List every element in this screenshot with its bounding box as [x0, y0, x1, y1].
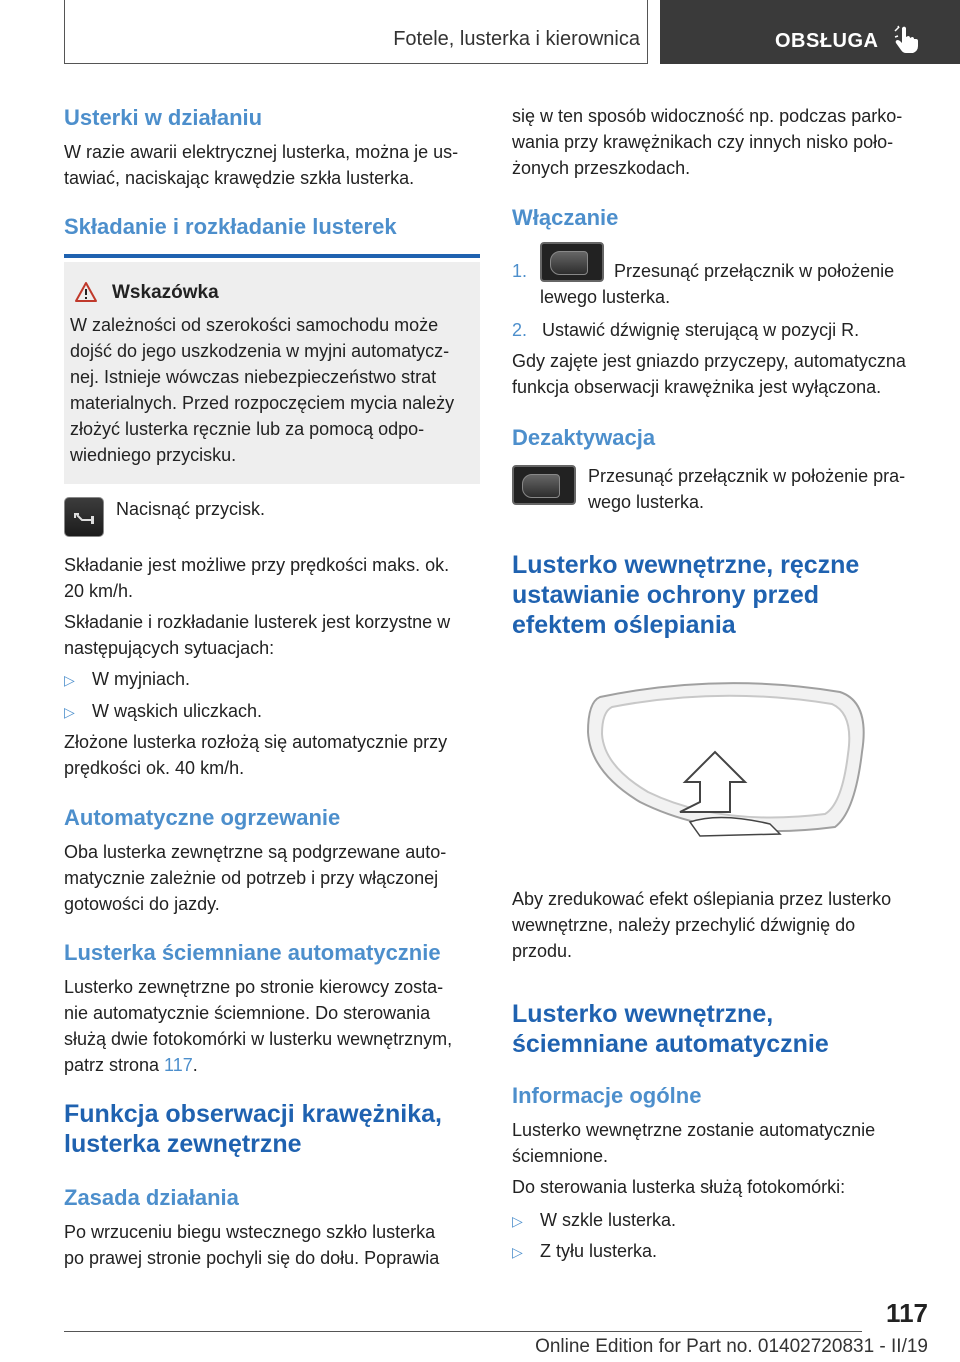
heating-text-1: Oba lusterka zewnętrzne są podgrzewane auto-	[64, 842, 447, 862]
list-item: ▷ Z tyłu lusterka.	[512, 1238, 928, 1265]
dimming-text-2: nie automatycznie ściemnione. Do sterowania	[64, 1003, 431, 1023]
dimming-text-4: patrz strona 117.	[64, 1055, 198, 1075]
warning-triangle-icon	[74, 281, 98, 303]
speed-text-2: 20 km/h.	[64, 581, 134, 601]
heading-auto-dimming-1: Lusterko wewnętrzne,	[512, 1000, 774, 1028]
heading-usterki: Usterki w działaniu	[64, 105, 263, 130]
heating-text-3: gotowości do jazdy.	[64, 894, 220, 914]
general-text-1: Lusterko wewnętrzne zostanie automatycznie	[512, 1120, 876, 1140]
warning-line: złożyć lusterka ręcznie lub za pomocą odpo-	[70, 419, 425, 439]
principle-text-2: po prawej stronie pochyli się do dołu. Poprawia	[64, 1248, 440, 1268]
page-number: 117	[886, 1298, 928, 1328]
dimming-text-1: Lusterko zewnętrzne po stronie kierowcy zosta-	[64, 977, 444, 997]
press-button-text: Nacisnąć przycisk.	[116, 499, 266, 519]
section-title: OBSŁUGA	[775, 30, 879, 52]
heading-curb-1: Funkcja obserwacji krawężnika,	[64, 1100, 442, 1128]
deactivation-text-1: Przesunąć przełącznik w położenie pra-	[588, 466, 906, 486]
trailer-text-2: funkcja obserwacji krawężnika jest wyłączona.	[512, 377, 882, 397]
dimming-text-3: służą dwie fotokomórki w lusterku wewnętrznym,	[64, 1029, 453, 1049]
useful-text-2: następujących sytuacjach:	[64, 638, 275, 658]
unfold-text-1: Złożone lusterka rozłożą się automatycznie przy	[64, 732, 448, 752]
heading-dimming: Lusterka ściemniane automatycznie	[64, 940, 441, 965]
footer-rule	[64, 1331, 862, 1332]
heading-skladanie: Składanie i rozkładanie lusterek	[64, 214, 397, 239]
step2: 2. Ustawić dźwignię sterującą w pozycji R.	[512, 320, 860, 340]
step1-text-a: Przesunąć przełącznik w położenie	[614, 261, 895, 281]
reduce-text-1: Aby zredukować efekt oślepiania przez lusterko	[512, 889, 892, 909]
triangle-bullet-icon: ▷	[512, 1213, 523, 1229]
heading-activation: Włączanie	[512, 205, 619, 230]
reduce-text-3: przodu.	[512, 941, 573, 961]
header-divider-left	[64, 0, 65, 64]
text-usterki-2: tawiać, naciskając krawędzie szkła lusterka.	[64, 168, 415, 188]
rearview-mirror-illustration	[570, 662, 870, 842]
pointing-hand-icon	[894, 25, 920, 53]
warning-line: wiedniego przycisku.	[70, 445, 237, 465]
header-bottom-rule	[64, 63, 648, 64]
unfold-text-2: prędkości ok. 40 km/h.	[64, 758, 245, 778]
mirror-fold-icon	[65, 498, 105, 538]
warning-line: dojść do jego uszkodzenia w myjni automatycz-	[70, 341, 450, 361]
useful-text-1: Składanie i rozkładanie lusterek jest korzystne w	[64, 612, 451, 632]
reduce-text-2: wewnętrzne, należy przechylić dźwignię do	[512, 915, 856, 935]
page-link[interactable]: 117	[164, 1055, 193, 1075]
triangle-bullet-icon: ▷	[512, 1244, 523, 1260]
general-text-2: ściemnione.	[512, 1146, 609, 1166]
heading-inner-mirror-1: Lusterko wewnętrzne, ręczne	[512, 551, 860, 579]
text-usterki-1: W razie awarii elektrycznej lusterka, można je us-	[64, 142, 459, 162]
section-rule	[64, 254, 480, 258]
heating-text-2: matycznie zależnie od potrzeb i przy włączonej	[64, 868, 439, 888]
speed-text-1: Składanie jest możliwe przy prędkości maks. ok.	[64, 555, 450, 575]
warning-line: nej. Istnieje wówczas niebezpieczeństwo strat	[70, 367, 437, 387]
control-text: Do sterowania lusterka służą fotokomórki:	[512, 1177, 846, 1197]
list-item: ▷ W wąskich uliczkach.	[64, 698, 480, 725]
heading-curb-2: lusterka zewnętrzne	[64, 1130, 302, 1158]
heading-heating: Automatyczne ogrzewanie	[64, 805, 341, 830]
list-item: ▷ W szkle lusterka.	[512, 1207, 928, 1234]
warning-line: materialnych. Przed rozpoczęciem mycia należy	[70, 393, 455, 413]
continued-text-3: żonych przeszkodach.	[512, 158, 691, 178]
heading-inner-mirror-3: efektem oślepiania	[512, 611, 736, 639]
heading-auto-dimming-2: ściemniane automatycznie	[512, 1030, 829, 1058]
heading-deactivation: Dezaktywacja	[512, 425, 656, 450]
heading-general: Informacje ogólne	[512, 1083, 702, 1108]
header-divider-right	[647, 0, 648, 64]
continued-text-1: się w ten sposób widoczność np. podczas parko-	[512, 106, 903, 126]
step1-text-b: lewego lusterka.	[540, 287, 671, 307]
triangle-bullet-icon: ▷	[64, 672, 75, 688]
step-number: 1.	[512, 261, 528, 281]
principle-text-1: Po wrzuceniu biegu wstecznego szkło lusterka	[64, 1222, 436, 1242]
footer-edition: Online Edition for Part no. 01402720831 - II/19	[535, 1336, 928, 1357]
warning-title: Wskazówka	[112, 282, 219, 303]
trailer-text-1: Gdy zajęte jest gniazdo przyczepy, automatyczna	[512, 351, 906, 371]
triangle-bullet-icon: ▷	[64, 704, 75, 720]
mirror-switch-left-image	[540, 242, 604, 282]
mirror-switch-right-image	[512, 465, 576, 505]
heading-principle: Zasada działania	[64, 1185, 239, 1210]
warning-line: W zależności od szerokości samochodu może	[70, 315, 439, 335]
deactivation-text-2: wego lusterka.	[588, 492, 705, 512]
heading-inner-mirror-2: ustawianie ochrony przed	[512, 581, 820, 609]
list-item: ▷ W myjniach.	[64, 666, 480, 693]
chapter-title: Fotele, lusterka i kierownica	[393, 28, 640, 50]
continued-text-2: wania przy krawężnikach czy innych nisko poło-	[512, 132, 894, 152]
mirror-fold-button-image	[64, 497, 104, 537]
